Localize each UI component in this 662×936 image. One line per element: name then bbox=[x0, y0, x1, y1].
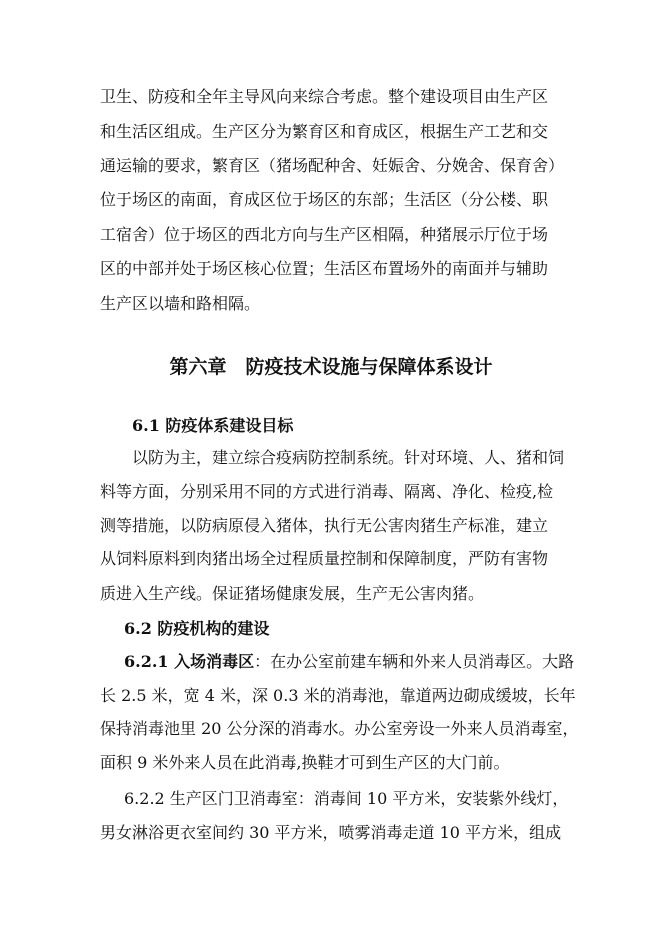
paragraph-line: 男女淋浴更衣室间约 30 平方米，喷雾消毒走道 10 平方米，组成 bbox=[100, 823, 562, 842]
paragraph-line: 从饲料原料到肉猪出场全过程质量控制和保障制度，严防有害物 bbox=[100, 549, 549, 568]
paragraph-line: 工宿舍）位于场区的西北方向与生产区相隔，种猪展示厅位于场 bbox=[100, 225, 549, 244]
section-heading-6-1: 6.1 防疫体系建设目标 bbox=[132, 416, 294, 435]
paragraph-line: 区的中部并处于场区核心位置；生活区布置场外的南面并与辅助 bbox=[100, 259, 549, 278]
subsection-label-6-2-1: 6.2.1 入场消毒区 bbox=[124, 652, 255, 671]
paragraph-line: 生产区以墙和路相隔。 bbox=[100, 294, 261, 313]
paragraph-line: 长 2.5 米，宽 4 米，深 0.3 米的消毒池，靠道两边砌成缓坡，长年 bbox=[100, 686, 576, 705]
paragraph-line: 卫生、防疫和全年主导风向来综合考虑。整个建设项目由生产区 bbox=[100, 87, 549, 106]
section-heading-6-2: 6.2 防疫机构的建设 bbox=[124, 619, 270, 638]
paragraph-line: 面积 9 米外来人员在此消毒,换鞋才可到生产区的大门前。 bbox=[100, 753, 510, 772]
paragraph-line bbox=[0, 652, 662, 672]
paragraph-line: 6.2.2 生产区门卫消毒室：消毒间 10 平方米，安装紫外线灯， bbox=[124, 789, 569, 808]
paragraph-line: 和生活区组成。生产区分为繁育区和育成区，根据生产工艺和交 bbox=[100, 122, 549, 141]
chapter-title: 第六章 防疫技术设施与保障体系设计 bbox=[169, 356, 493, 378]
paragraph-line: 料等方面，分别采用不同的方式进行消毒、隔离、净化、检疫,检 bbox=[100, 482, 554, 501]
paragraph-line: 保持消毒池里 20 公分深的消毒水。办公室旁设一外来人员消毒室， bbox=[100, 719, 579, 738]
paragraph-line: 以防为主，建立综合疫病防控制系统。针对环境、人、猪和饲 bbox=[132, 448, 565, 467]
subsection-text: ：在办公室前建车辆和外来人员消毒区。大路 bbox=[254, 652, 575, 671]
paragraph-line: 位于场区的南面，育成区位于场区的东部；生活区（分公楼、职 bbox=[100, 190, 549, 209]
paragraph-line: 通运输的要求，繁育区（猪场配种舍、妊娠舍、分娩舍、保育舍） bbox=[100, 156, 565, 175]
paragraph-line: 测等措施，以防病原侵入猪体，执行无公害肉猪生产标准，建立 bbox=[100, 516, 549, 535]
paragraph-line: 质进入生产线。保证猪场健康发展，生产无公害肉猪。 bbox=[100, 584, 485, 603]
